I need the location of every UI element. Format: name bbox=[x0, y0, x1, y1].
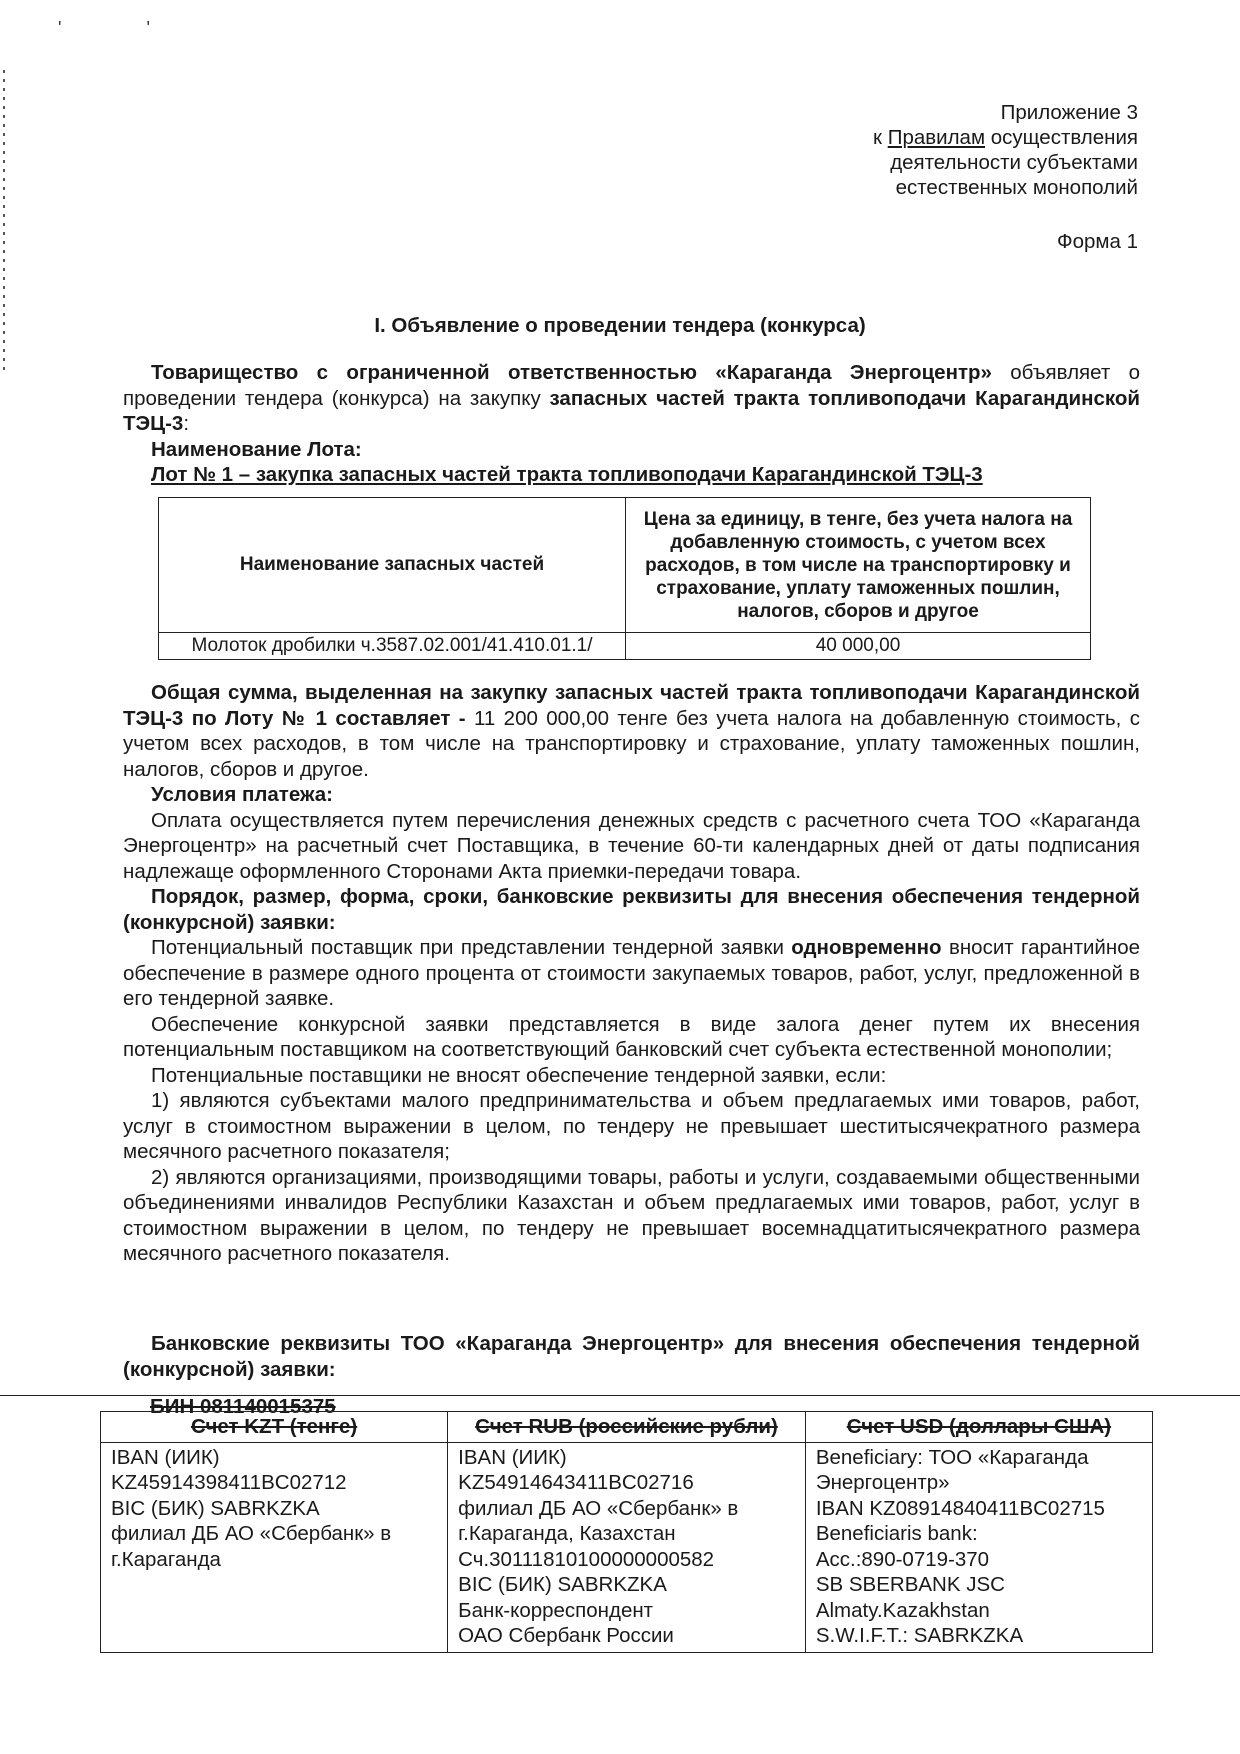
usd-account-cell: Beneficiary: ТОО «Караганда Энергоцентр» IBAN KZ08914840411BC02715 Beneficiaris bank: Acc.:890-0719-370 SB SBERBANK JSC Almaty.Kazakhstan S.W.I.F.T.: SABRKZKA bbox=[805, 1442, 1152, 1652]
exemption-2: 2) являются организациями, производящими товары, работы и услуги, создаваемыми общественными объединениями инвалидов Республики Казахстан и объем предлагаемых ими товаров, работ, услуг в стоимостном выражении в целом, по тендеру не превышает восемнадцатитысячекратного размера месячного расчетного показателя. bbox=[123, 1165, 1140, 1265]
total-paragraph: Общая сумма, выделенная на закупку запасных частей тракта топливоподачи Карагандинской ТЭЦ-3 по Лоту № 1 составляет - 11 200 000,00 тенге без учета налога на добавленную стоимость, с учетом всех расходов, в том числе на транспортировку и страхование, уплату таможенных пошлин, налогов, сборов и другое. bbox=[123, 681, 1140, 781]
kzt-account-cell: IBAN (ИИК) KZ45914398411BC02712 BIC (БИК) SABRKZKA филиал ДБ АО «Сбербанк» в г.Караганда bbox=[101, 1442, 448, 1652]
bank-table-row bbox=[101, 1442, 1153, 1652]
header-kzt: Счет KZT (тенге) bbox=[101, 1412, 448, 1443]
bank-heading: Банковские реквизиты ТОО «Караганда Энергоцентр» для внесения обеспечения тендерной (конкурсной) заявки: bbox=[123, 1332, 1140, 1381]
security-paragraph-2: Обеспечение конкурсной заявки представляется в виде залога денег путем их внесения потенциальным поставщиком на соответствующий банковский счет субъекта естественной монополии; bbox=[123, 1012, 1140, 1061]
lot-name-label: Наименование Лота: bbox=[151, 437, 362, 461]
lot-title: Лот № 1 – закупка запасных частей тракта топливоподачи Карагандинской ТЭЦ-3 bbox=[151, 463, 983, 486]
section-title: I. Объявление о проведении тендера (конкурса) bbox=[374, 314, 866, 337]
total-amount: 11 200 000,00 bbox=[474, 706, 609, 730]
appendix-line-1: Приложение 3 bbox=[1000, 101, 1138, 124]
col-header-name: Наименование запасных частей bbox=[159, 498, 626, 633]
appendix-line-2: к Правилам осуществления bbox=[873, 126, 1138, 149]
part-price: 40 000,00 bbox=[626, 633, 1091, 660]
security-paragraph-1: Потенциальный поставщик при представлении тендерной заявки одновременно вносит гарантийное обеспечение в размере одного процента от стоимости закупаемых товаров, работ, услуг, предложенной в его тендерной заявке. bbox=[123, 936, 1141, 1010]
rules-link: Правилам bbox=[887, 126, 986, 149]
exemption-1: 1) являются субъектами малого предпринимательства и объем предлагаемых ими товаров, работ, услуг в стоимостном выражении в целом, по тендеру не превышает шеститысячекратного размера месячного расчетного показателя; bbox=[123, 1089, 1140, 1163]
lot-table bbox=[158, 497, 1091, 660]
appendix-line-3: деятельности субъектами bbox=[890, 151, 1138, 174]
security-label: Порядок, размер, форма, сроки, банковские реквизиты для внесения обеспечения тендерной (конкурсной) заявки: bbox=[123, 885, 1140, 934]
appendix-line-4: естественных монополий bbox=[895, 176, 1138, 199]
table-row bbox=[159, 633, 1091, 660]
main-text-block bbox=[123, 680, 1140, 1267]
payment-label: Условия платежа: bbox=[151, 783, 333, 806]
part-name: Молоток дробилки ч.3587.02.001/41.410.01.1/ bbox=[159, 633, 626, 660]
col-header-price: Цена за единицу, в тенге, без учета налога на добавленную стоимость, с учетом всех расходов, в том числе на транспортировку и страхование, уплату таможенных пошлин, налогов, сборов и другое bbox=[626, 498, 1091, 633]
bin-number: БИН 081140015375 bbox=[150, 1395, 336, 1418]
lot-table-header bbox=[159, 498, 1091, 633]
rub-account-cell: IBAN (ИИК) KZ54914643411BC02716 филиал ДБ АО «Сбербанк» в г.Караганда, Казахстан Сч.30111810100000000582 BIC (БИК) SABRKZKA Банк-корреспондент ОАО Сбербанк России bbox=[448, 1442, 806, 1652]
header-usd: Счет USD (доллары США) bbox=[805, 1412, 1152, 1443]
security-paragraph-3: Потенциальные поставщики не вносят обеспечение тендерной заявки, если: bbox=[151, 1063, 887, 1087]
intro-block bbox=[123, 360, 1140, 488]
bank-table bbox=[100, 1411, 1153, 1653]
bank-table-header bbox=[101, 1412, 1153, 1443]
form-number: Форма 1 bbox=[1057, 230, 1138, 253]
intro-paragraph: Товарищество с ограниченной ответственностью «Караганда Энергоцентр» объявляет о проведении тендера (конкурса) на закупку запасных частей тракта топливоподачи Карагандинской ТЭЦ-3: bbox=[123, 361, 1140, 435]
appendix-reference bbox=[718, 100, 1138, 200]
payment-text: Оплата осуществляется путем перечисления денежных средств с расчетного счета ТОО «Караганда Энергоцентр» на расчетный счет Поставщика, в течение 60-ти календарных дней от даты подписания надлежаще оформленного Сторонами Акта приемки-передачи товара. bbox=[123, 808, 1140, 883]
header-rub: Счет RUB (российские рубли) bbox=[448, 1412, 806, 1443]
bank-heading-block bbox=[123, 1331, 1140, 1382]
scan-marks: ' ' bbox=[58, 18, 190, 38]
